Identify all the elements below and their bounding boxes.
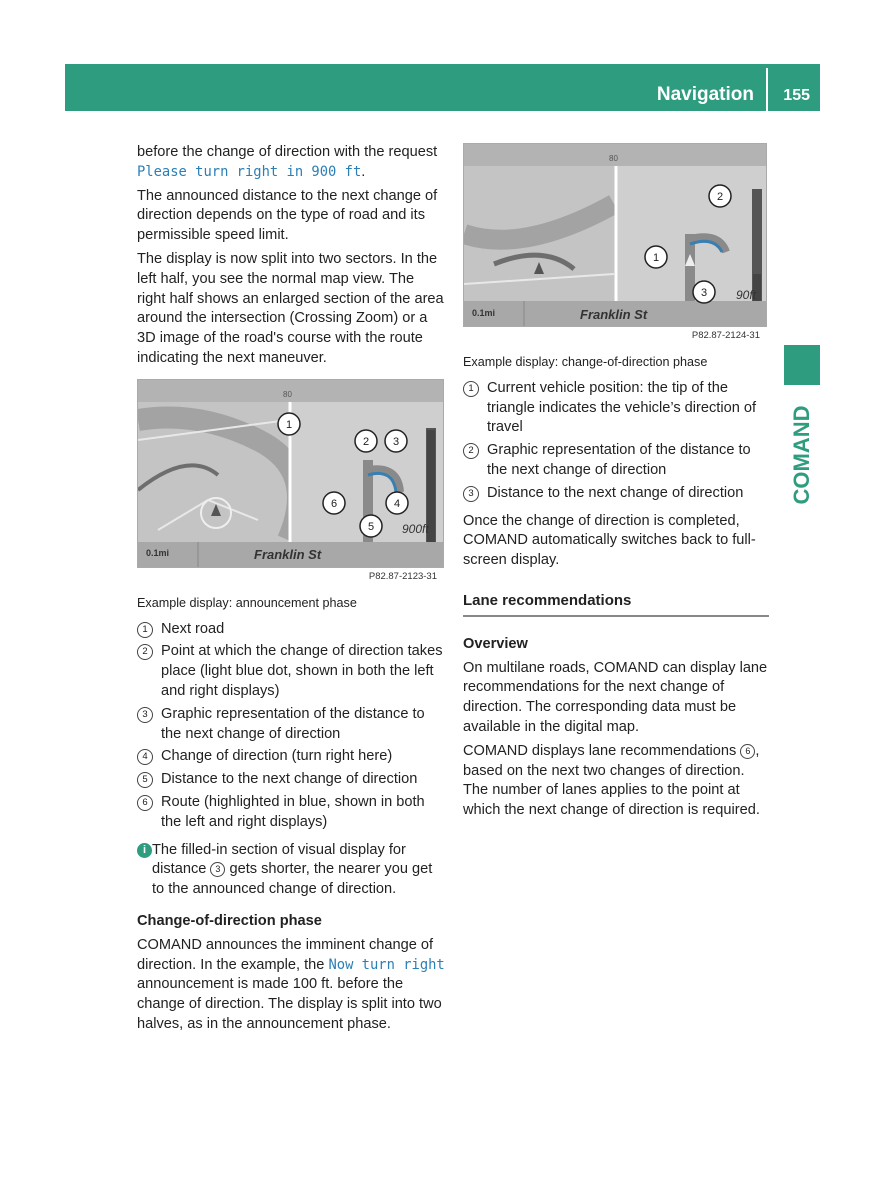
side-tab-label xyxy=(784,400,820,510)
legend-text: Point at which the change of direction takes place (light blue dot, shown in both the left and right displays) xyxy=(161,643,443,699)
legend-item xyxy=(137,705,445,745)
legend-item xyxy=(137,642,445,701)
figure-id: P82.87-2124-31 xyxy=(691,330,760,342)
text: . xyxy=(361,163,366,180)
voice-prompt: Now turn right xyxy=(328,956,445,973)
text: COMAND announces the imminent change of direction. In the example, the xyxy=(137,936,434,973)
paragraph: Once the change of direction is completed, COMAND automatically switches back to full-screen display. xyxy=(463,512,756,569)
side-tab-text: COMAND xyxy=(789,405,814,505)
svg-text:4: 4 xyxy=(393,497,401,510)
legend-item xyxy=(463,379,769,438)
info-icon: i xyxy=(137,843,152,858)
side-tab xyxy=(784,345,820,385)
svg-text:2: 2 xyxy=(362,435,370,448)
page-number: 155 xyxy=(783,87,810,104)
text: COMAND displays lane recommendations xyxy=(463,742,741,759)
map-scale: 0.1mi xyxy=(146,547,170,558)
map-scale: 0.1mi xyxy=(472,308,496,318)
svg-text:6: 6 xyxy=(330,497,338,510)
figure-announcement xyxy=(137,379,444,582)
legend-text: Change of direction (turn right here) xyxy=(161,748,393,765)
paragraph: The announced distance to the next change of direction depends on the type of road and its permissible speed limit. xyxy=(137,187,438,244)
legend-item xyxy=(463,441,769,481)
inline-number: 3 xyxy=(210,862,225,877)
inline-number: 6 xyxy=(740,744,755,759)
legend-item xyxy=(137,770,445,790)
legend-number: 1 xyxy=(463,381,479,397)
paragraph xyxy=(463,742,769,821)
text: , based on the next two changes of direction. The number of lanes applies to the point at which the next change of direction is required. xyxy=(463,742,760,819)
route-shield: 80 xyxy=(609,154,618,163)
paragraph: The display is now split into two sectors. In the left half, you see the normal map view. The right half shows an enlarged section of the area around the intersection (Crossing Zoom) or a 3D image of the road's course with the route indicating the next maneuver. xyxy=(137,250,444,366)
distance-readout: 900ft xyxy=(402,521,429,536)
text: announcement is made 100 ft. before the change of direction. The display is split into two halves, as in the announcement phase. xyxy=(137,976,442,1032)
svg-text:3: 3 xyxy=(392,435,400,448)
svg-text:3: 3 xyxy=(700,287,708,299)
svg-text:1: 1 xyxy=(285,418,293,431)
map-illustration xyxy=(138,380,443,567)
legend-item xyxy=(463,484,769,504)
legend-text: Distance to the next change of direction xyxy=(161,771,418,788)
legend-item xyxy=(137,747,445,767)
legend-number: 6 xyxy=(137,795,153,811)
street-name: Franklin St xyxy=(254,546,322,562)
info-note xyxy=(137,841,445,900)
figure-change-of-direction xyxy=(463,143,767,342)
text: The filled-in section of visual display for distance xyxy=(152,841,406,878)
legend-number: 4 xyxy=(137,749,153,765)
legend-number: 3 xyxy=(463,486,479,502)
legend-text: Route (highlighted in blue, shown in both the left and right displays) xyxy=(161,793,425,830)
header-bar xyxy=(65,64,820,111)
right-column xyxy=(463,143,769,825)
figure-caption: Example display: change-of-direction phase xyxy=(463,355,708,369)
legend-item xyxy=(137,793,445,833)
text: gets shorter, the nearer you get to the announced change of direction. xyxy=(152,861,433,898)
legend-text: Distance to the next change of direction xyxy=(487,484,744,501)
voice-prompt: Please turn right in 900 ft xyxy=(137,163,362,180)
map-illustration xyxy=(464,144,766,326)
svg-text:1: 1 xyxy=(652,252,660,264)
legend-text: Current vehicle position: the tip of the triangle indicates the vehicle’s direction of travel xyxy=(487,379,757,436)
street-name: Franklin St xyxy=(580,307,648,322)
chapter-title: Navigation xyxy=(656,84,754,105)
paragraph: On multilane roads, COMAND can display lane recommendations for the next change of direction. The corresponding data must be available in the digital map. xyxy=(463,659,768,735)
svg-text:2: 2 xyxy=(716,191,724,203)
legend-number: 2 xyxy=(137,644,153,660)
figure-caption: Example display: announcement phase xyxy=(137,595,357,610)
legend-number: 5 xyxy=(137,772,153,788)
text: before the change of direction with the request xyxy=(137,144,438,160)
paragraph xyxy=(137,143,445,183)
figure-id: P82.87-2123-31 xyxy=(368,570,437,582)
legend-item xyxy=(137,620,445,640)
subheading: Change-of-direction phase xyxy=(137,912,322,929)
svg-text:5: 5 xyxy=(367,520,375,533)
paragraph xyxy=(137,936,445,1035)
legend-text: Next road xyxy=(161,620,225,637)
section-heading: Lane recommendations xyxy=(463,591,769,617)
legend-list xyxy=(463,379,769,504)
legend-text: Graphic representation of the distance to the next change of direction xyxy=(161,705,425,742)
legend-text: Graphic representation of the distance to the next change of direction xyxy=(487,442,751,478)
legend-number: 2 xyxy=(463,443,479,459)
header-divider xyxy=(766,68,768,111)
legend-number: 3 xyxy=(137,707,153,723)
legend-number: 1 xyxy=(137,622,153,638)
route-shield: 80 xyxy=(283,389,292,399)
distance-readout: 90ft xyxy=(736,288,757,302)
left-column xyxy=(137,143,445,1039)
subheading: Overview xyxy=(463,635,528,652)
legend-list xyxy=(137,620,445,833)
